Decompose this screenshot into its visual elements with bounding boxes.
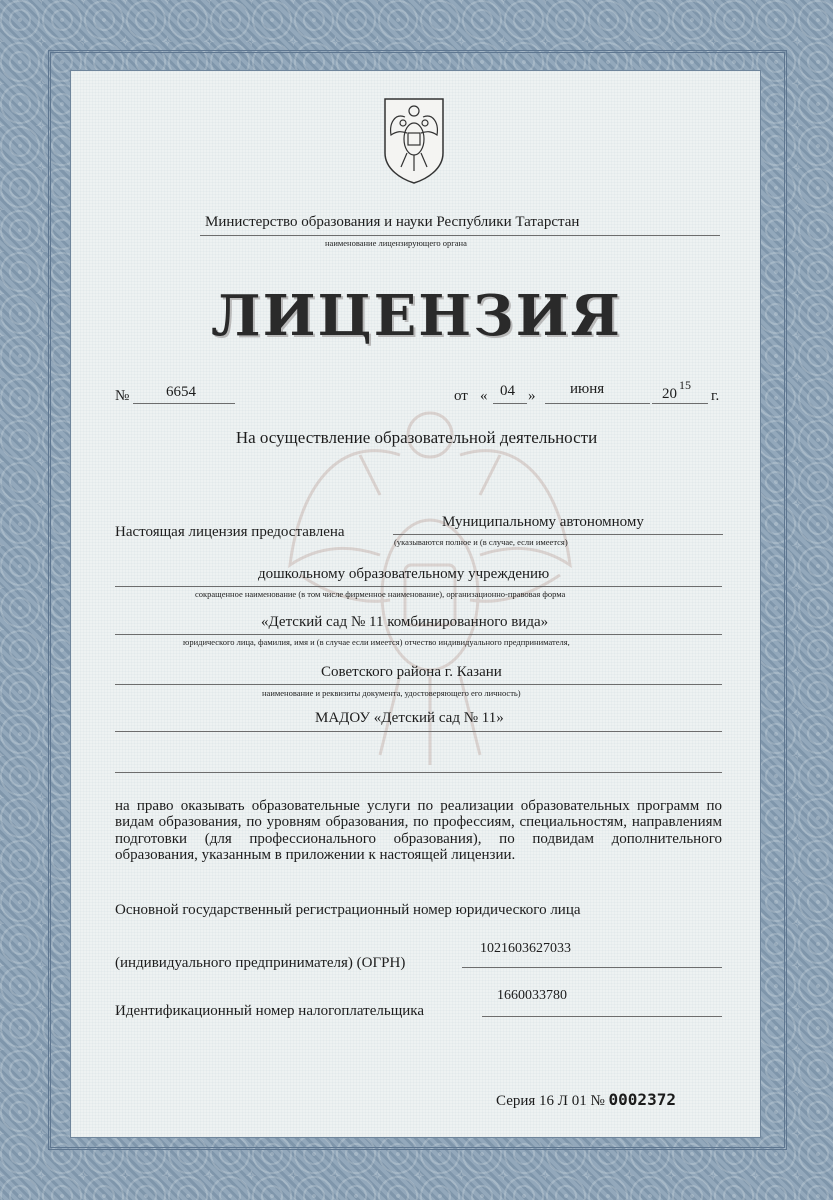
inn-underline — [482, 1016, 722, 1017]
authority-caption: наименование лицензирующего органа — [325, 238, 467, 248]
grantee-caption-4: наименование и реквизиты документа, удостоверяющего его личность) — [262, 688, 521, 698]
rights-paragraph: на право оказывать образовательные услуги по реализации образовательных программ по видам образования, по уровням образования, по профессиям, специальностям, направлениям подготовки (для профессионального образования), по подвидам дополнительного образования, указанным в приложении к настоящей лицензии. — [115, 798, 722, 864]
grantee-underline-2 — [115, 586, 722, 587]
grantee-underline-4 — [115, 684, 722, 685]
grantee-intro: Настоящая лицензия предоставлена — [115, 524, 345, 540]
serial-no-label: № — [590, 1093, 605, 1109]
license-purpose: На осуществление образовательной деятельности — [235, 428, 598, 447]
grantee-caption-2: сокращенное наименование (в том числе фирменное наименование), организационно-правовая форма — [195, 589, 566, 599]
serial-label: Серия — [496, 1093, 536, 1109]
authority-name: Министерство образования и науки Республики Татарстан — [205, 214, 580, 230]
date-month: июня — [570, 381, 605, 397]
year-label: г. — [711, 388, 720, 404]
date-close-quote: » — [528, 388, 536, 404]
grantee-line-4: Советского района г. Казани — [321, 664, 502, 680]
ogrn-label-1: Основной государственный регистрационный номер юридического лица — [115, 902, 581, 918]
authority-underline — [200, 235, 720, 236]
document-title: ЛИЦЕНЗИЯ — [211, 283, 622, 349]
date-from-label: от — [454, 388, 468, 404]
inn-label: Идентификационный номер налогоплательщика — [115, 1003, 425, 1019]
grantee-line-5: МАДОУ «Детский сад № 11» — [315, 710, 504, 726]
grantee-caption-3: юридического лица, фамилия, имя и (в случае если имеется) отчество индивидуального предпринимателя, — [183, 637, 570, 647]
month-underline — [545, 403, 650, 404]
grantee-underline-3 — [115, 634, 722, 635]
grantee-line-3: «Детский сад № 11 комбинированного вида» — [261, 614, 549, 630]
ogrn-value: 1021603627033 — [480, 941, 571, 956]
serial-series: 16 Л 01 — [539, 1093, 587, 1109]
date-open-quote: « — [480, 388, 488, 404]
grantee-underline-6 — [115, 772, 722, 773]
year-underline — [652, 403, 708, 404]
serial-number: 0002372 — [608, 1090, 676, 1109]
coat-of-arms-icon — [381, 95, 447, 185]
grantee-caption-1: (указываются полное и (в случае, если имеется) — [394, 537, 568, 547]
form-serial — [496, 1090, 676, 1110]
number-underline — [133, 403, 235, 404]
number-label: № — [115, 388, 130, 404]
inn-value: 1660033780 — [497, 988, 567, 1003]
year-prefix: 20 — [662, 386, 677, 402]
date-day: 04 — [500, 383, 515, 399]
ogrn-underline — [462, 967, 722, 968]
license-number: 6654 — [166, 384, 196, 400]
grantee-underline-1 — [393, 534, 723, 535]
grantee-line-1: Муниципальному автономному — [442, 514, 644, 530]
ogrn-label-2: (индивидуального предпринимателя) (ОГРН) — [115, 955, 406, 971]
day-underline — [493, 403, 527, 404]
year-suffix: 15 — [679, 378, 691, 392]
grantee-underline-5 — [115, 731, 722, 732]
grantee-line-2: дошкольному образовательному учреждению — [258, 566, 550, 582]
